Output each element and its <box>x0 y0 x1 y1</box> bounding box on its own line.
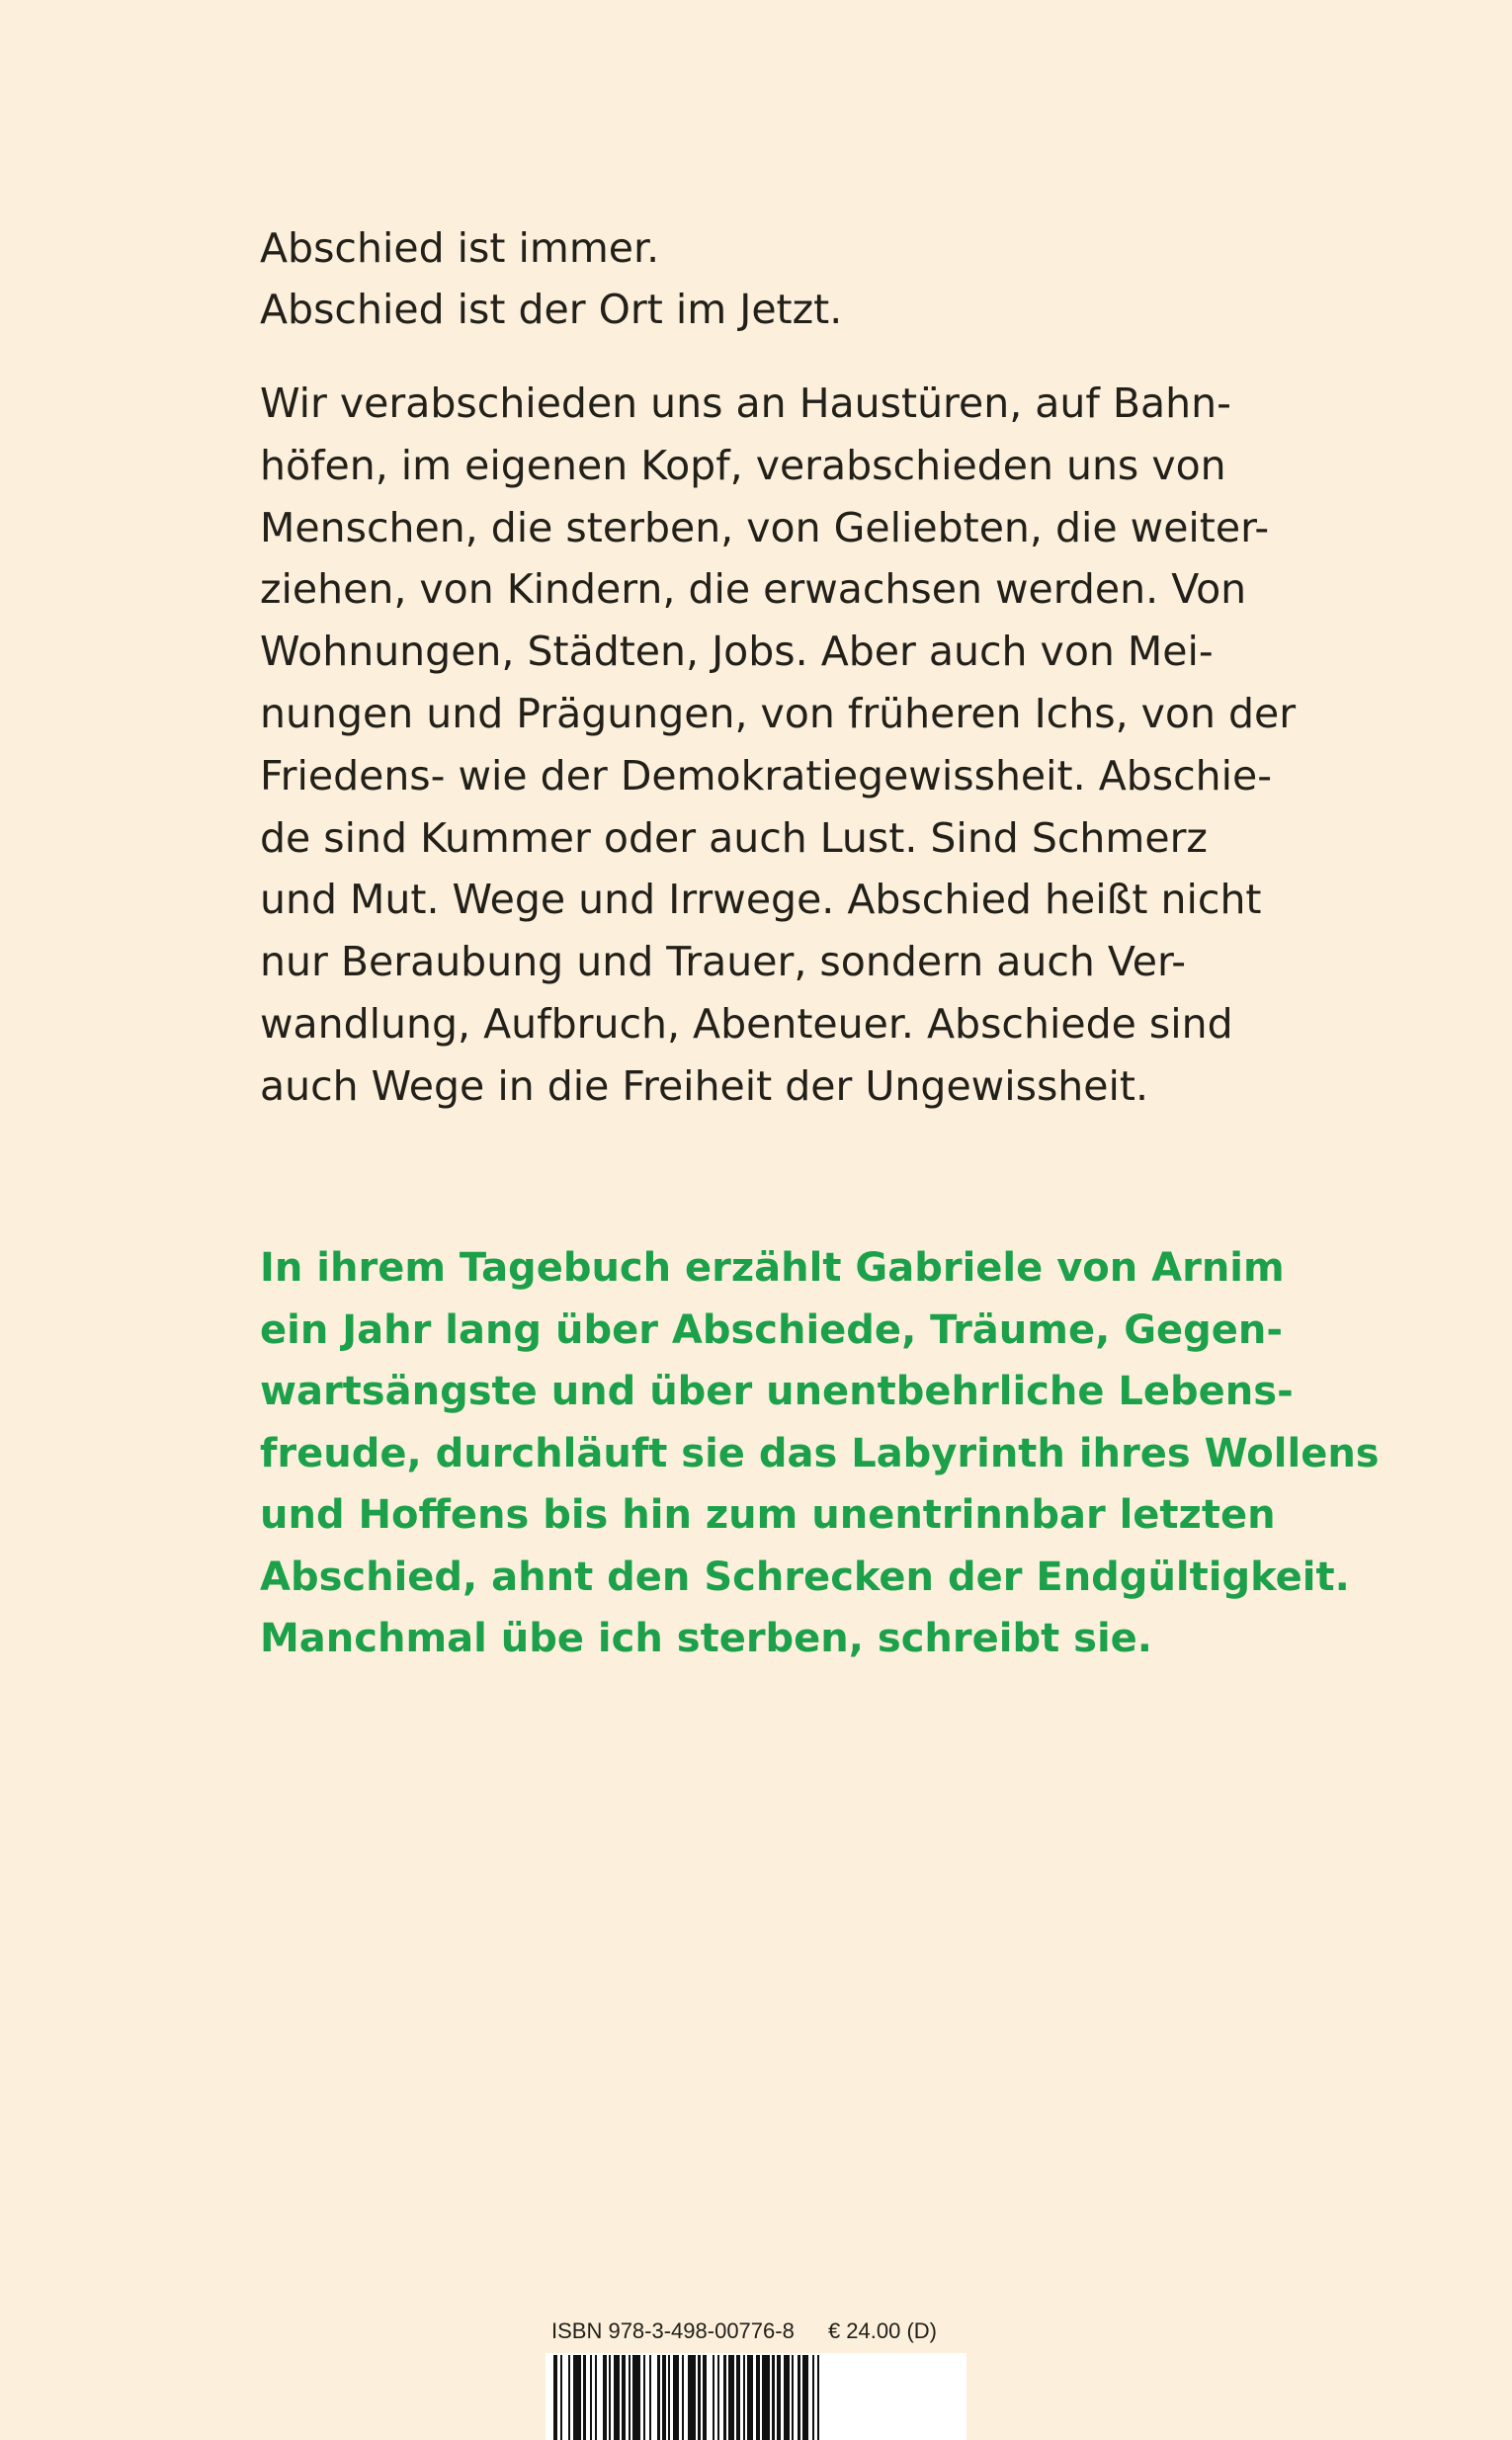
barcode-bar <box>553 2355 557 2440</box>
blurb-line: Manchmal übe ich sterben, schreibt sie. <box>260 1616 1152 1661</box>
barcode-bar <box>728 2355 734 2440</box>
barcode-bar <box>657 2355 660 2440</box>
barcode-bar <box>817 2355 819 2440</box>
barcode-bar <box>622 2355 626 2440</box>
blurb-line: In ihrem Tagebuch erzählt Gabriele von Arnim <box>260 1245 1285 1291</box>
blurb-line: wartsängste und über unentbehrliche Lebens- <box>260 1369 1294 1414</box>
barcode-bar <box>713 2355 714 2440</box>
barcode-bar <box>723 2355 726 2440</box>
isbn-price-row <box>551 2318 937 2344</box>
body-line: nungen und Prägungen, von früheren Ichs, von der <box>260 689 1297 737</box>
barcode-bar <box>747 2355 753 2440</box>
barcode-bar <box>743 2355 745 2440</box>
body-paragraph <box>260 373 1297 1118</box>
body-line: Menschen, die sterben, von Geliebten, die weiter- <box>260 503 1270 551</box>
barcode-bar <box>568 2355 570 2440</box>
barcode-bar <box>777 2355 781 2440</box>
body-line: Friedens- wie der Demokratiegewissheit. Abschie- <box>260 751 1273 799</box>
barcode-bar <box>802 2355 808 2440</box>
body-line: auch Wege in die Freiheit der Ungewissheit. <box>260 1061 1149 1110</box>
barcode-bar <box>784 2355 790 2440</box>
barcode-bar <box>756 2355 760 2440</box>
barcode-bar <box>560 2355 562 2440</box>
barcode-bar <box>798 2355 800 2440</box>
barcode-bar <box>668 2355 670 2440</box>
barcode-bar <box>573 2355 581 2440</box>
body-line: de sind Kummer oder auch Lust. Sind Schmerz <box>260 813 1208 862</box>
barcode-bar <box>603 2355 607 2440</box>
barcode-bar <box>614 2355 620 2440</box>
blurb-line: freude, durchläuft sie das Labyrinth ihres Wollens <box>260 1430 1380 1476</box>
body-line: ziehen, von Kindern, die erwachsen werden. Von <box>260 565 1247 614</box>
barcode-bar <box>772 2355 775 2440</box>
barcode-bar <box>792 2355 794 2440</box>
barcode-bar <box>595 2355 597 2440</box>
barcode-bar <box>762 2355 770 2440</box>
barcode-bar <box>673 2355 679 2440</box>
barcode-bar <box>703 2355 707 2440</box>
blurb-paragraph <box>260 1237 1380 1670</box>
blurb-line: ein Jahr lang über Abschiede, Träume, Gegen- <box>260 1306 1283 1353</box>
barcode-bar <box>590 2355 592 2440</box>
blurb-line: und Hoffens bis hin zum unentrinnbar letzten <box>260 1492 1276 1538</box>
barcode-bar <box>662 2355 666 2440</box>
barcode-bar <box>632 2355 640 2440</box>
body-line: wandlung, Aufbruch, Abenteuer. Abschiede sind <box>260 999 1233 1048</box>
barcode-bar <box>682 2355 684 2440</box>
body-line: und Mut. Wege und Irrwege. Abschied heißt nicht <box>260 876 1262 924</box>
barcode <box>546 2353 966 2440</box>
blurb-line: Abschied, ahnt den Schrecken der Endgültigkeit. <box>260 1554 1350 1600</box>
barcode-bar <box>812 2355 814 2440</box>
barcode-bar <box>688 2355 696 2440</box>
barcode-bar <box>609 2355 611 2440</box>
isbn-number: ISBN 978-3-498-00776-8 <box>551 2318 795 2343</box>
body-line: nur Beraubung und Trauer, sondern auch Ver- <box>260 938 1187 986</box>
barcode-bar <box>629 2355 630 2440</box>
barcode-image <box>546 2353 966 2440</box>
barcode-bar <box>649 2355 651 2440</box>
barcode-bar <box>583 2355 586 2440</box>
body-line: höfen, im eigenen Kopf, verabschieden uns von <box>260 441 1226 489</box>
barcode-bar <box>717 2355 719 2440</box>
intro-line: Abschied ist immer. <box>260 224 660 272</box>
barcode-bar <box>698 2355 701 2440</box>
barcode-bar <box>643 2355 645 2440</box>
barcode-bar <box>736 2355 740 2440</box>
body-line: Wohnungen, Städten, Jobs. Aber auch von Mei- <box>260 628 1214 676</box>
intro-text <box>260 217 1288 340</box>
price-label: € 24.00 (D) <box>827 2318 938 2343</box>
body-line: Wir verabschieden uns an Haustüren, auf Bahn- <box>260 379 1231 427</box>
intro-line: Abschied ist der Ort im Jetzt. <box>260 286 843 333</box>
